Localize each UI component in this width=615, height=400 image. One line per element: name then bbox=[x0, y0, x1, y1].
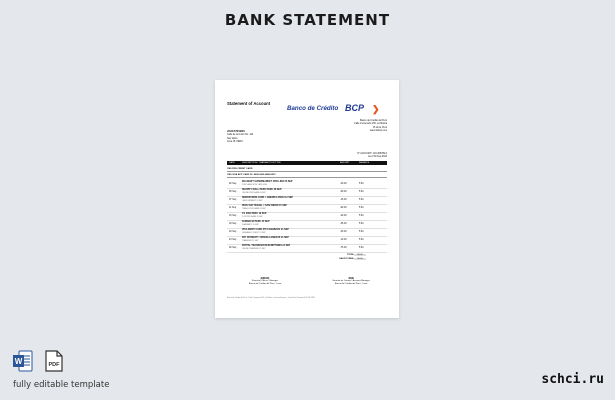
row-amount: -60.00 bbox=[340, 191, 347, 193]
row-date: 23 Sep bbox=[229, 239, 237, 241]
logo-text: Banco de Crédito bbox=[287, 105, 339, 112]
header-description: DESCRIPTION / TRANSACTION TYPE bbox=[242, 162, 281, 164]
signature-block-right bbox=[311, 277, 391, 286]
table-row bbox=[227, 237, 387, 245]
row-amount: -35.00 bbox=[340, 223, 347, 225]
row-subtext: CARD PAYMENT 12 SEP bbox=[242, 200, 263, 202]
row-description: NORDSTROM CARD × AMERICA PERU 12 SEP bbox=[242, 197, 293, 199]
row-balance: 5.00 bbox=[359, 223, 364, 225]
row-description: PAYPAL TRANSFER DESCRIPTIONS 21 SEP bbox=[242, 245, 291, 247]
table-row bbox=[227, 181, 387, 189]
row-balance: 5.00 bbox=[359, 199, 364, 201]
table-row bbox=[227, 205, 387, 213]
statement-meta bbox=[357, 153, 387, 160]
row-amount: -15.00 bbox=[340, 199, 347, 201]
row-subtext: ONLINE PURCHASE 08 SEP bbox=[242, 192, 266, 194]
customer-address bbox=[227, 131, 253, 144]
row-date: 02 Sep bbox=[229, 183, 237, 185]
signature-line: Gerente de Cuenta / Account Manager bbox=[332, 280, 370, 282]
total-value: 90.00 bbox=[354, 258, 366, 260]
table-row bbox=[227, 245, 387, 253]
row-date: 15 Sep bbox=[229, 215, 237, 217]
table-row bbox=[227, 213, 387, 221]
signature-line: Financial Officer / Manager bbox=[251, 280, 279, 282]
row-balance: 5.00 bbox=[359, 231, 364, 233]
row-balance: 5.00 bbox=[359, 207, 364, 209]
row-date: 05 Sep bbox=[229, 191, 237, 193]
bank-address-line: 15 Lima, Perú bbox=[372, 126, 387, 129]
row-date: 18 Sep bbox=[229, 223, 237, 225]
bank-address-line: Calle Centenario 156, La Molina bbox=[354, 123, 387, 126]
bank-logo bbox=[287, 104, 387, 116]
row-subtext: PURCHASE WITH CARD 4580 bbox=[242, 184, 268, 186]
table-row bbox=[227, 229, 387, 237]
row-amount: -90.00 bbox=[340, 207, 347, 209]
totals-block bbox=[315, 254, 387, 262]
customer-address-line: Calle de la Unión No. 124 bbox=[227, 134, 254, 137]
row-amount: -40.00 bbox=[340, 183, 347, 185]
row-balance: 5.00 bbox=[359, 239, 364, 241]
row-description: WALMART SUPERMARKET 4580 LIMA 06 SEP bbox=[242, 181, 293, 183]
signature-line: Banco de Crédito del Perú · Lima bbox=[334, 283, 368, 285]
word-icon bbox=[13, 350, 33, 372]
row-description: PERU AIR TRAVEL × SAN ISIDRO 15 SEP bbox=[242, 205, 287, 207]
row-date: 11 Sep bbox=[229, 207, 237, 209]
bank-address-line: www.viabcp.com bbox=[369, 129, 387, 132]
logo-arrow-icon: ❯ bbox=[372, 104, 380, 114]
header-amount: AMOUNT bbox=[340, 162, 350, 164]
svg-text:W: W bbox=[14, 357, 23, 366]
section-title: CBS VISA BCP CARD N°: 4000-5200-0489-6523 bbox=[227, 174, 387, 178]
bank-address bbox=[354, 120, 387, 133]
statement-document bbox=[215, 80, 399, 318]
row-amount: -10.00 bbox=[340, 239, 347, 241]
row-subtext: PHARMACY 20 SEP bbox=[242, 224, 259, 226]
row-subtext: CASHBACK CREDIT 21 SEP bbox=[242, 232, 266, 234]
row-description: CV 2062 PERU 19 SEP bbox=[242, 213, 267, 215]
section-title: CBS PEN CREDIT CARD bbox=[227, 168, 387, 172]
row-description: VISA DEBIT CARD 376 CASHBACK 21 SEP bbox=[242, 229, 289, 231]
row-description: FARMACIA PERU 20 SEP bbox=[242, 221, 270, 223]
signature-line: Banco de Crédito del Perú · Lima bbox=[248, 283, 282, 285]
signature-block-left bbox=[225, 277, 305, 286]
row-balance: 5.00 bbox=[359, 215, 364, 217]
statement-date: As of 30 Sep 2024 bbox=[368, 156, 387, 159]
signature-name: BRAD bbox=[260, 276, 270, 280]
row-date: 20 Sep bbox=[229, 231, 237, 233]
row-balance: 5.00 bbox=[359, 183, 364, 185]
header-date: DATE bbox=[229, 162, 235, 164]
row-description: SHOPIFY MALL PERU PERU 08 SEP bbox=[242, 189, 282, 191]
table-row bbox=[227, 221, 387, 229]
total-value: 85.00 bbox=[354, 254, 366, 256]
statement-heading: Statement of Account bbox=[227, 101, 271, 106]
features-caption: fully editable template bbox=[13, 380, 110, 390]
row-subtext: ONLINE TRANSFER 21 SEP bbox=[242, 248, 266, 250]
brand-watermark: schci.ru bbox=[541, 372, 604, 387]
account-number: N° ACCOUNT: 123-456789-0 bbox=[357, 153, 387, 155]
logo-mark: BCP bbox=[345, 103, 365, 113]
table-header bbox=[227, 161, 387, 165]
page-title: BANK STATEMENT bbox=[224, 11, 391, 29]
signature-name: JOE bbox=[347, 276, 354, 280]
table-row bbox=[227, 197, 387, 205]
row-subtext: TRANSFER 21 SEP bbox=[242, 240, 259, 242]
row-amount: -30.00 bbox=[340, 231, 347, 233]
bank-address-line: Banco de Crédito del Perú bbox=[360, 120, 387, 122]
customer-name: JOHN STEVENS bbox=[227, 131, 245, 133]
total-label: TOTAL bbox=[346, 254, 354, 256]
pdf-icon bbox=[44, 350, 64, 372]
table-row bbox=[227, 189, 387, 197]
row-balance: 5.00 bbox=[359, 191, 364, 193]
row-subtext: POS PURCHASE 19 SEP bbox=[242, 216, 263, 218]
header-balance: BALANCE bbox=[359, 162, 370, 164]
row-date: 07 Sep bbox=[229, 199, 237, 201]
row-description: PAY PAYMENT × MISCELLANEOUS 21 SEP bbox=[242, 237, 289, 239]
row-amount: -75.00 bbox=[340, 247, 347, 249]
pdf-icon-label: PDF bbox=[48, 362, 60, 368]
row-balance: 5.00 bbox=[359, 247, 364, 249]
total-label: SALDO FINAL bbox=[339, 258, 354, 260]
customer-address-line: Lima 15, PERU bbox=[227, 140, 243, 143]
customer-address-line: San Isidro bbox=[227, 137, 238, 140]
total-row bbox=[315, 258, 387, 262]
row-subtext: TRAVEL PURCHASE 15 SEP bbox=[242, 208, 266, 210]
row-amount: -20.00 bbox=[340, 215, 347, 217]
row-date: 26 Sep bbox=[229, 247, 237, 249]
document-footer: Banco de Crédito del Perú · Calle Centenario 156, La Molina · www.viabcp.com · Central de Consultas (01) 311-9898 bbox=[227, 297, 315, 299]
